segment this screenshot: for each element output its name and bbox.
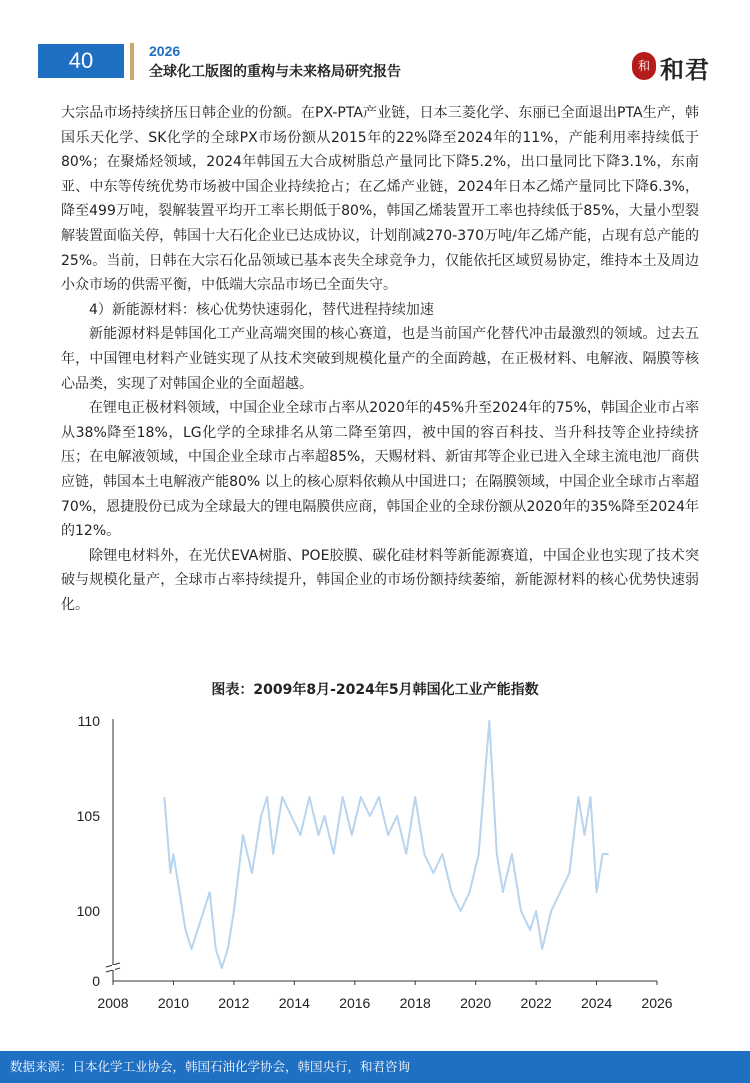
section-heading: 4）新能源材料：核心优势快速弱化，替代进程持续加速 <box>89 301 434 318</box>
header-year: 2026 <box>149 43 181 59</box>
y-tick-label: 110 <box>77 713 100 729</box>
y-tick-label: 105 <box>76 808 100 824</box>
paragraph: 除锂电材料外，在光伏EVA树脂、POE胶膜、碳化硅材料等新能源赛道，中国企业也实现了技术突破与规模化量产，全球市占率持续提升，韩国企业的市场份额持续萎缩，新能源材料的核心优势快速弱化。 <box>61 547 699 613</box>
header-divider <box>130 43 134 80</box>
axis-break-gap <box>112 965 115 970</box>
logo-text: 和君 <box>660 56 710 84</box>
brand-logo <box>632 46 722 82</box>
y-tick-label: 100 <box>76 903 100 919</box>
footer-source: 数据来源：日本化学工业协会，韩国石油化学协会，韩国央行，和君咨询 <box>0 1051 750 1083</box>
report-title: 全球化工版图的重构与未来格局研究报告 <box>149 64 401 80</box>
y-tick-label: 0 <box>92 973 100 989</box>
x-tick-label: 2008 <box>97 995 129 1011</box>
x-tick-label: 2026 <box>641 995 673 1011</box>
chart-title: 图表：2009年8月-2024年5月韩国化工业产能指数 <box>211 682 539 698</box>
paragraph: 新能源材料是韩国化工产业高端突围的核心赛道，也是当前国产化替代冲击最激烈的领域。过去五年，中国锂电材料产业链实现了从技术突破到规模化量产的全面跨越，在正极材料、电解液、隔膜等核心品类，实现了对韩国企业的全面超越。 <box>61 326 699 392</box>
body-text <box>61 101 699 617</box>
paragraph: 在锂电正极材料领域，中国企业全球市占率从2020年的45%升至2024年的75%，韩国企业市占率从38%降至18%，LG化学的全球排名从第二降至第四，被中国的容百科技、当升科技等企业持续挤压；在电解液领域，中国企业全球市占率超85%，天赐材料、新宙邦等企业已进入全球主流电池厂商供应链，韩国本土电解液产能80% 以上的核心原料依赖从中国进口；在隔膜领域，中国企业全球市占率超70%，恩捷股份已成为全球最大的锂电隔膜供应商，韩国企业的全球份额从2020年的35%降至2024年的12%。 <box>61 400 699 540</box>
x-tick-label: 2024 <box>580 995 613 1011</box>
capacity-index-chart <box>0 700 750 1020</box>
x-tick-label: 2020 <box>460 995 492 1011</box>
series-line <box>164 721 608 968</box>
paragraph: 大宗品市场持续挤压日韩企业的份额。在PX-PTA产业链，日本三菱化学、东丽已全面退出PTA生产，韩国乐天化学、SK化学的全球PX市场份额从2015年的22%降至2024年的11%，产能利用率持续低于80%；在聚烯烃领域，2024年韩国五大合成树脂总产量同比下降5.2%，出口量同比下降3.1%，东南亚、中东等传统优势市场被中国企业持续抢占；在乙烯产业链，2024年日本乙烯产量同比下降6.3%，降至499万吨，裂解装置平均开工率长期低于80%，韩国乙烯装置开工率也持续低于85%，大量小型裂解装置面临关停，韩国十大石化企业已达成协议，计划削减270-370万吨/年乙烯产能，占现有总产能的25%。当前，日韩在大宗石化品领域已基本丧失全球竞争力，仅能依托区域贸易协定，维持本土及周边小众市场的供需平衡，中低端大宗品市场已全面失守。 <box>61 105 699 294</box>
logo-seal-icon: 和 <box>632 52 656 80</box>
x-tick-label: 2014 <box>278 995 310 1011</box>
x-tick-label: 2018 <box>399 995 431 1011</box>
x-tick-label: 2012 <box>218 995 250 1011</box>
page-number: 40 <box>38 44 124 78</box>
x-tick-label: 2016 <box>339 995 371 1011</box>
x-tick-label: 2010 <box>157 995 190 1011</box>
x-tick-label: 2022 <box>520 995 552 1011</box>
